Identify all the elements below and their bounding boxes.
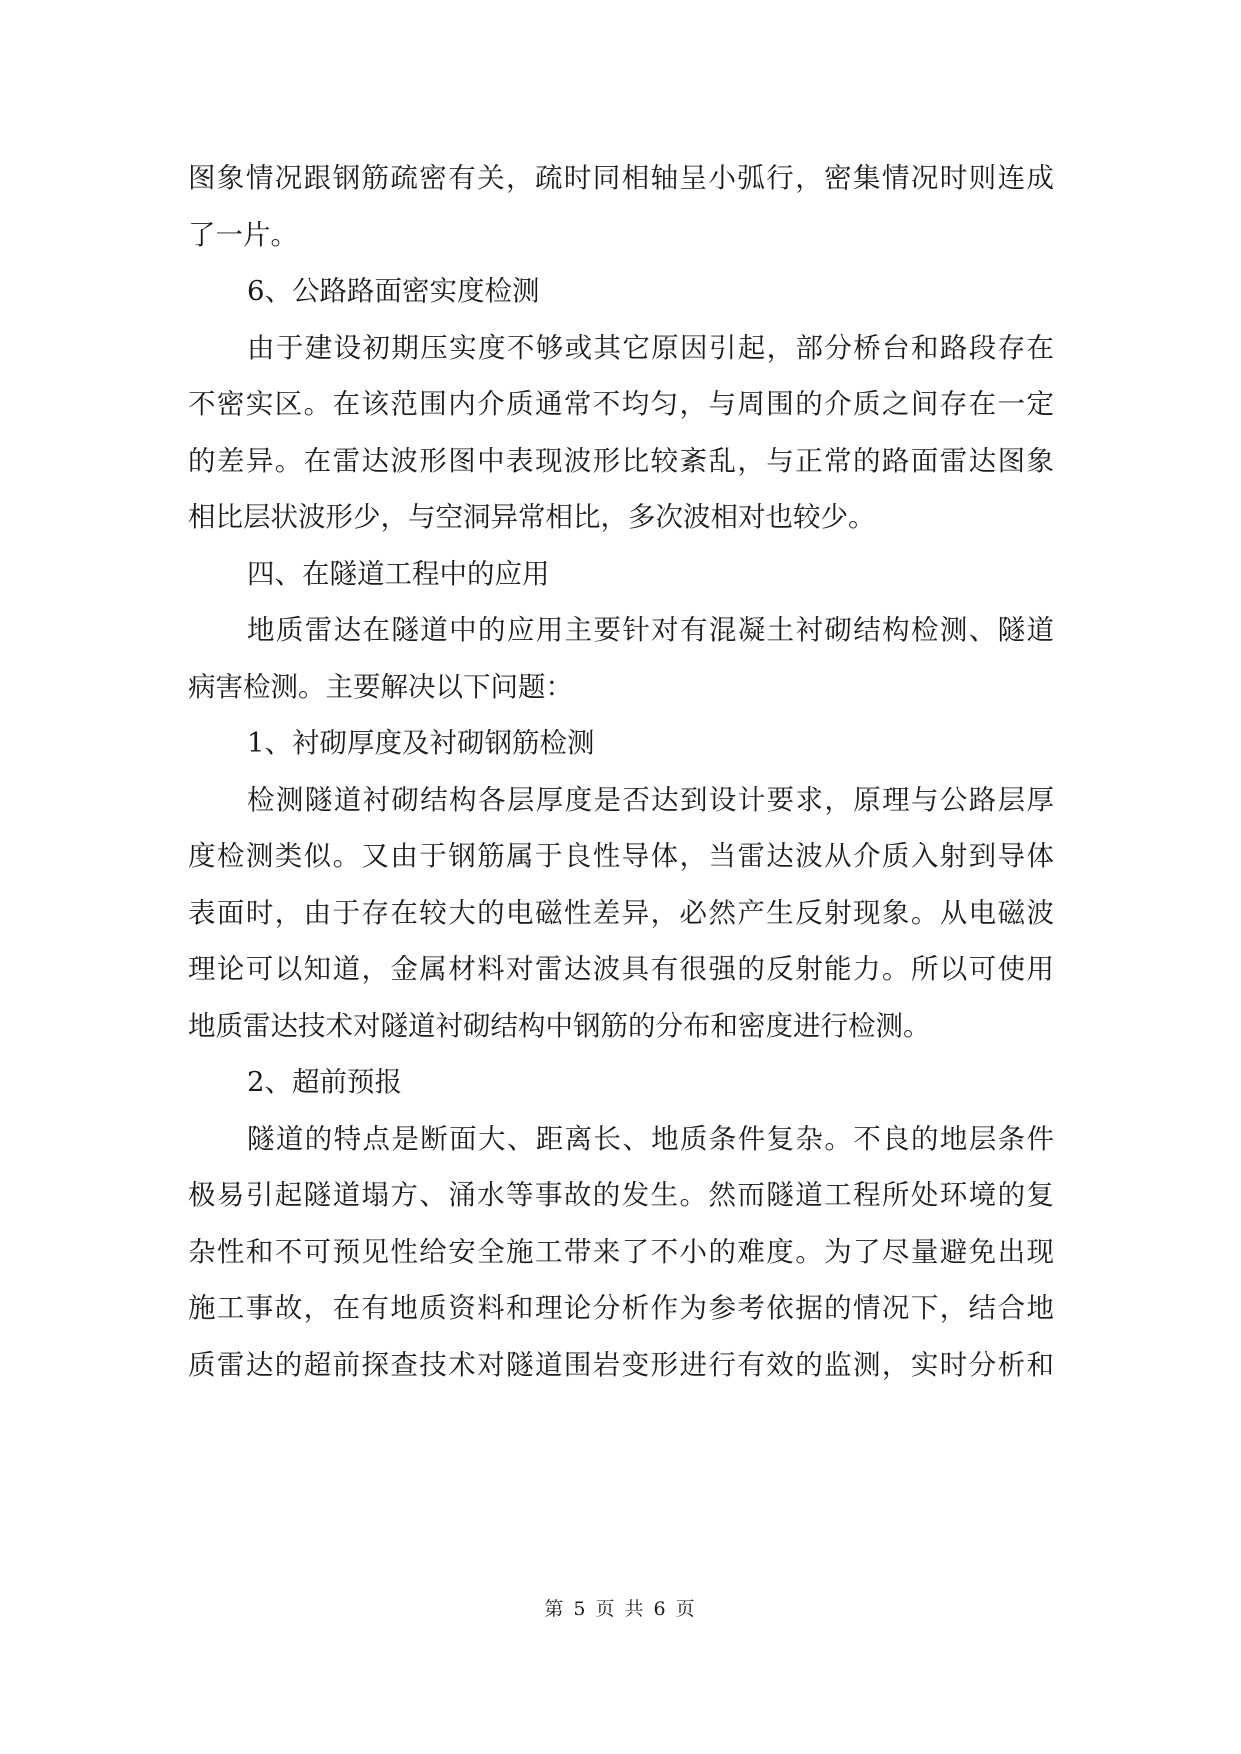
paragraph-line: 质雷达的超前探查技术对隧道围岩变形进行有效的监测，实时分析和: [188, 1349, 1054, 1381]
paragraph-line: 极易引起隧道塌方、涌水等事故的发生。然而隧道工程所处环境的复: [188, 1179, 1054, 1211]
paragraph-line: 理论可以知道，金属材料对雷达波具有很强的反射能力。所以可使用: [188, 953, 1054, 985]
section-heading: 四、在隧道工程中的应用: [247, 558, 550, 590]
paragraph-line: 地质雷达在隧道中的应用主要针对有混凝土衬砌结构检测、隧道: [247, 614, 1054, 646]
paragraph-line: 由于建设初期压实度不够或其它原因引起，部分桥台和路段存在: [247, 332, 1054, 364]
paragraph-line: 相比层状波形少，与空洞异常相比，多次波相对也较少。: [188, 501, 876, 533]
paragraph-line: 不密实区。在该范围内介质通常不均匀，与周围的介质之间存在一定: [188, 388, 1054, 420]
paragraph-line: 杂性和不可预见性给安全施工带来了不小的难度。为了尽量避免出现: [188, 1236, 1054, 1268]
paragraph-line: 了一片。: [188, 219, 298, 251]
paragraph-line: 施工事故，在有地质资料和理论分析作为参考依据的情况下，结合地: [188, 1292, 1054, 1324]
section-heading: 1、衬砌厚度及衬砌钢筋检测: [247, 727, 595, 759]
paragraph-line: 表面时，由于存在较大的电磁性差异，必然产生反射现象。从电磁波: [188, 897, 1054, 929]
paragraph-line: 隧道的特点是断面大、距离长、地质条件复杂。不良的地层条件: [247, 1123, 1054, 1155]
paragraph-line: 病害检测。主要解决以下问题：: [188, 671, 573, 703]
section-heading: 6、公路路面密实度检测: [247, 275, 540, 307]
section-heading: 2、超前预报: [247, 1066, 402, 1098]
paragraph-line: 图象情况跟钢筋疏密有关，疏时同相轴呈小弧行，密集情况时则连成: [188, 162, 1054, 194]
paragraph-line: 度检测类似。又由于钢筋属于良性导体，当雷达波从介质入射到导体: [188, 840, 1054, 872]
paragraph-line: 的差异。在雷达波形图中表现波形比较紊乱，与正常的路面雷达图象: [188, 445, 1054, 477]
paragraph-line: 地质雷达技术对隧道衬砌结构中钢筋的分布和密度进行检测。: [188, 1010, 931, 1042]
paragraph-line: 检测隧道衬砌结构各层厚度是否达到设计要求，原理与公路层厚: [247, 784, 1054, 816]
page-number-footer: 第 5 页 共 6 页: [544, 1598, 697, 1620]
